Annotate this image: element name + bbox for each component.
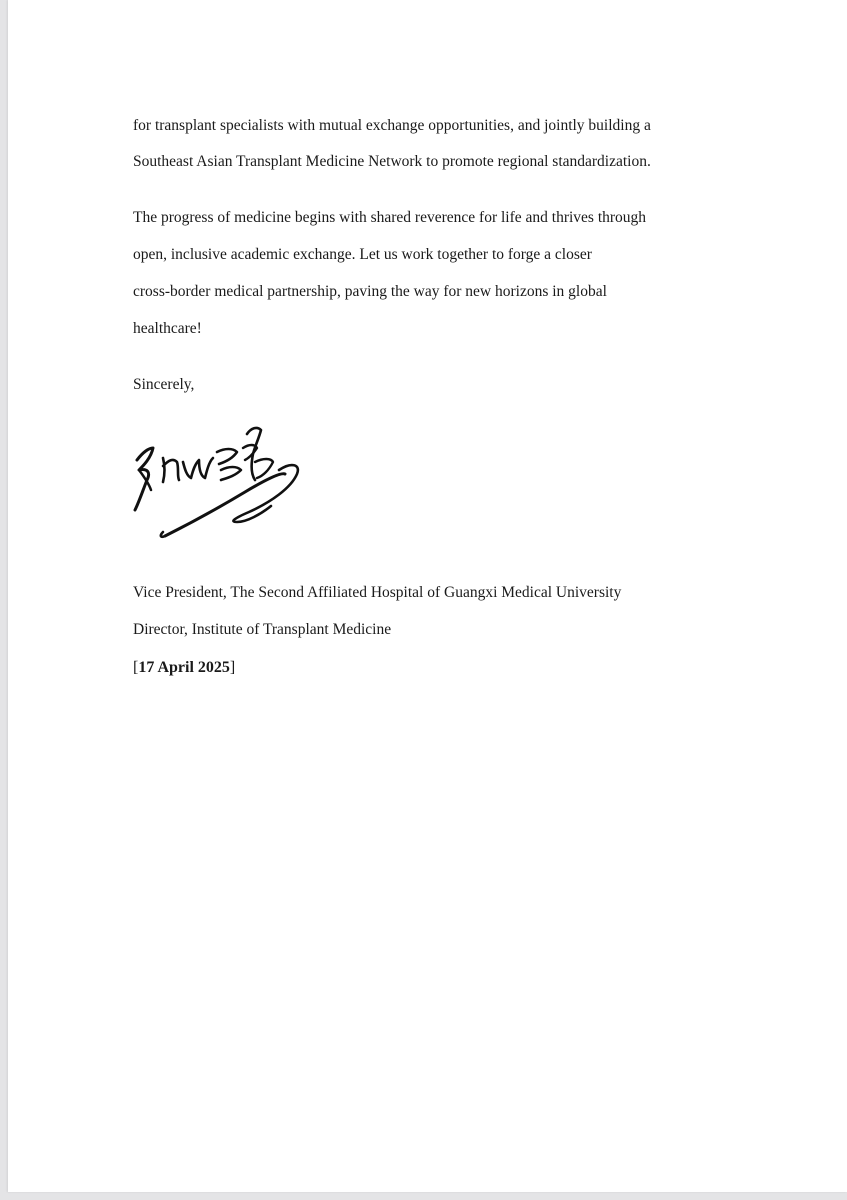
letter-date [133, 658, 235, 678]
paragraph-1-line-1: for transplant specialists with mutual exchange opportunities, and jointly building a [133, 117, 651, 134]
paragraph-2-line-4: healthcare! [133, 320, 202, 337]
signatory-title-line-2: Director, Institute of Transplant Medicine [133, 621, 392, 638]
date-value: 17 April 2025 [138, 659, 230, 676]
paragraph-2-line-2: open, inclusive academic exchange. Let us work together to forge a closer [133, 246, 592, 263]
closing-salutation: Sincerely, [133, 376, 195, 393]
date-close-bracket: ] [229, 659, 236, 676]
handwritten-signature-icon [125, 418, 310, 543]
paragraph-2-line-3: cross-border medical partnership, paving the way for new horizons in global [133, 283, 607, 300]
paragraph-1-line-2: Southeast Asian Transplant Medicine Network to promote regional standardization. [133, 153, 651, 170]
signatory-title-line-1: Vice President, The Second Affiliated Hospital of Guangxi Medical University [133, 584, 622, 601]
paragraph-2-line-1: The progress of medicine begins with shared reverence for life and thrives through [133, 209, 647, 226]
date-open-bracket: [ [133, 659, 139, 676]
